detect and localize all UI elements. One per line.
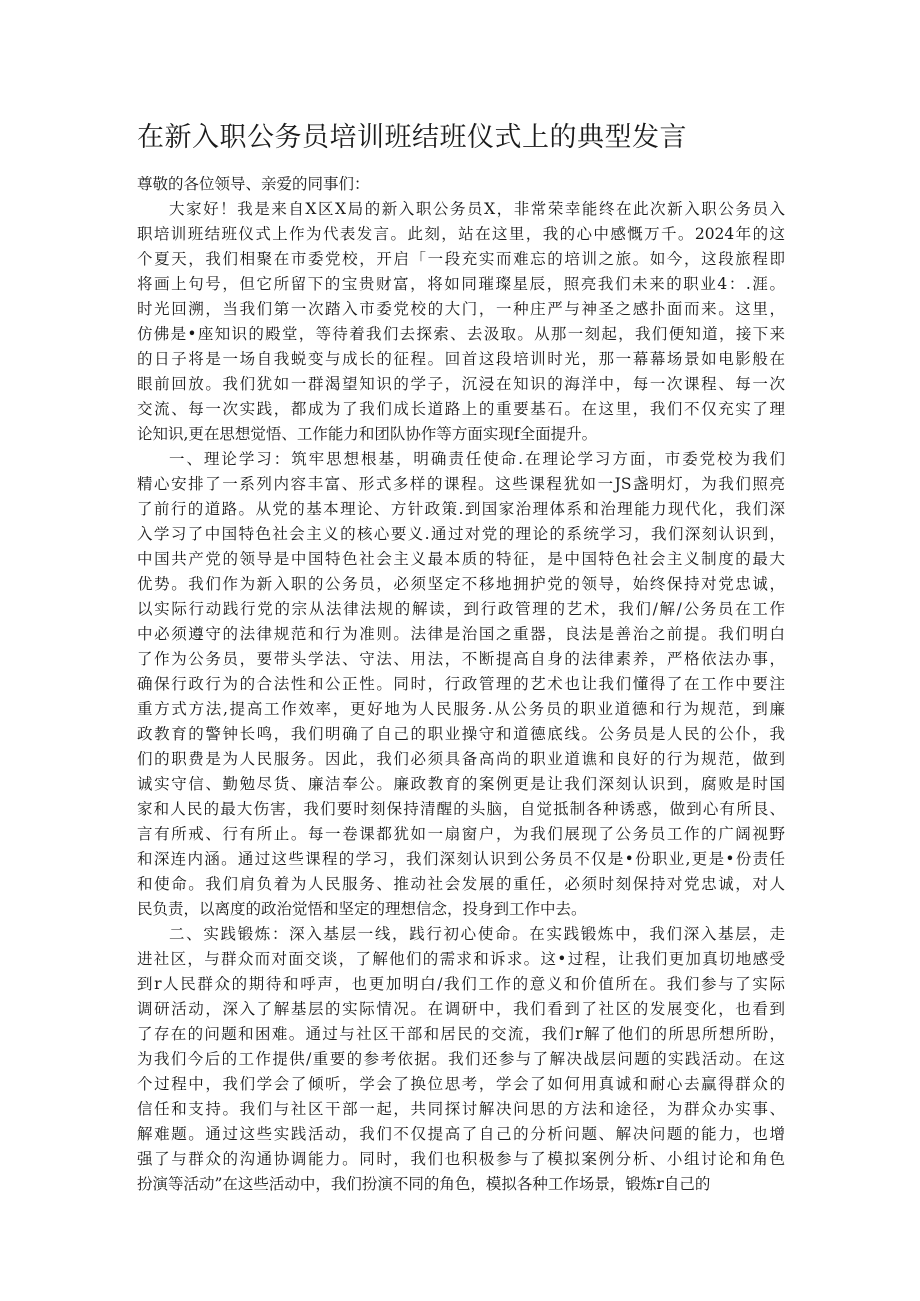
paragraph-line: 和深连内涵。通过这些课程的学习，我们深刻认识到公务员不仅是•份职业,更是•份责任 — [137, 850, 785, 868]
paragraph-line: 们的职费是为人民服务。因此，我们必须具备高尚的职业道谯和良好的行为规范，做到 — [137, 750, 785, 768]
paragraph-line: 仿佛是•座知识的殿堂，等待着我们去探索、去汲取。从那一刻起，我们便知道，接下来 — [137, 325, 785, 343]
paragraph-line: 和使命。我们肩负着为人民服务、推动社会发展的重任，必须时刻保持对党忠诚，对人 — [137, 875, 785, 893]
paragraph-line: 到r人民群众的期待和呼声，也更加明白/我们工作的意义和价值所在。我们参与了实际 — [137, 975, 785, 993]
paragraph-line: 为我们今后的工作提供/重要的参考依据。我们还参与了解决战层问题的实践活动。在这 — [137, 1050, 785, 1068]
paragraph-line: 调研活动，深入了解基层的实际情况。在调研中，我们看到了社区的发展变化，也看到 — [137, 1000, 785, 1018]
paragraph-line: 政教育的警钟长鸣，我们明确了自己的职业操守和道德底线。公务员是人民的公仆，我 — [137, 725, 785, 743]
paragraph-line: 的日子将是一场自我蜕变与成长的征程。回首这段培训时光，那一幕幕场景如电影般在 — [137, 350, 785, 368]
document-body — [137, 172, 785, 1197]
paragraph-line: 信任和支持。我们与社区干部一起，共同探讨解决问思的方法和途径，为群众办实事、 — [137, 1100, 785, 1118]
paragraph-line: 中国共产党的领导是中国特色社会主义最本质的特征，是中国特色社会主义制度的最大 — [137, 550, 785, 568]
paragraph-line: 民负责，以离度的政治觉悟和坚定的理想信念，投身到工作中去。 — [137, 900, 587, 918]
paragraph-line: 中必须遵守的法律规范和行为准则。法律是治国之重器，良法是善治之前提。我们明白 — [137, 625, 785, 643]
paragraph-line: 诚实守信、勤勉尽货、廉洁奉公。廉政教育的案例更是让我们深刻认识到，腐败是时国 — [137, 775, 785, 793]
document-title: 在新入职公务员培训班结班仪式上的典型发言 — [137, 122, 687, 153]
paragraph-line: 大家好！我是来自X区X局的新入职公务员X，非常荣幸能终在此次新入职公务员入 — [169, 200, 785, 218]
paragraph-line: 精心安排了一系列内容丰富、形式多样的课程。这些课程犹如一JS盏明灯，为我们照亮 — [137, 475, 785, 493]
paragraph-line: 二、实践锻炼：深入基层一线，践行初心使命。在实践锻炼中，我们深入基层，走 — [169, 925, 785, 943]
paragraph-line: 以实际行动践行党的宗从法律法规的解读，到行政管理的艺术，我们/解/公务员在工作 — [137, 600, 785, 618]
paragraph-line: 了前行的道路。从党的基本理论、方针政策.到国家治理体系和治理能力现代化，我们深 — [137, 500, 785, 518]
paragraph-line: 优势。我们作为新入职的公务员，必须坚定不移地拥护党的领导，始终保持对党忠诚， — [137, 575, 785, 593]
paragraph-line: 个夏天，我们相聚在市委党校，开启「一段充实而难忘的培训之旅。如今，这段旅程即 — [137, 250, 785, 268]
paragraph-line: 重方式方法,提高工作效率，更好地为人民服务.从公务员的职业道德和行为规范，到廉 — [137, 700, 785, 718]
salutation: 尊敬的各位领导、亲爱的同事们： — [137, 175, 370, 193]
paragraph-line: 将画上句号，但它所留下的宝贵财富，将如同璀璨星辰，照亮我们未来的职业4：.涯。 — [137, 275, 785, 293]
paragraph-line: 入学习了中国特色社会主义的核心要义.通过对党的理论的系统学习，我们深刻认识到， — [137, 525, 785, 543]
paragraph-line: 交流、每一次实践，都成为了我们成长道路上的重要基石。在这里，我们不仅充实了理 — [137, 400, 785, 418]
paragraph-line: 职培训班结班仪式上作为代表发言。此刻，站在这里，我的心中感慨万千。2024年的这 — [137, 225, 785, 243]
paragraph-line: 了存在的问题和困难。通过与社区干部和居民的交流，我们r解了他们的所思所想所盼， — [137, 1025, 785, 1043]
paragraph-line: 论知识,更在思想觉悟、工作能力和团队协作等方面实现f全面提升。 — [137, 425, 598, 443]
paragraph-line: 了作为公务员，要带头学法、守法、用法，不断提高自身的法律素养，严格依法办事， — [137, 650, 785, 668]
paragraph-line: 扮演等活动”在这些活动中，我们扮演不同的角色，模拟各种工作场景，锻炼r自己的 — [137, 1175, 711, 1193]
paragraph-line: 解难题。通过这些实践活动，我们不仅提高了自己的分析问题、解决问题的能力，也增 — [137, 1125, 785, 1143]
paragraph-line: 进社区，与群众而对面交谈，了解他们的需求和诉求。这•过程，让我们更加真切地感受 — [137, 950, 785, 968]
paragraph-line: 时光回溯，当我们第一次踏入市委党校的大门，一种庄严与神圣之感扑面而来。这里， — [137, 300, 785, 318]
paragraph-line: 言有所戒、行有所止。每一卷课都犹如一扇窗户，为我们展现了公务员工作的广阔视野 — [137, 825, 785, 843]
paragraph-line: 确保行政行为的合法性和公正性。同时，行政管理的艺术也让我们懂得了在工作中要注 — [137, 675, 785, 693]
paragraph-line: 眼前回放。我们犹如一群渴望知识的学子，沉浸在知识的海洋中，每一次课程、每一次 — [137, 375, 785, 393]
paragraph-line: 一、理论学习：筑牢思想根基，明确责任使命.在理论学习方面，市委党校为我们 — [169, 450, 785, 468]
paragraph-line: 家和人民的最大伤害，我们要时刻保持清醒的头脑，自觉抵制各种诱惑，做到心有所艮、 — [137, 800, 785, 818]
paragraph-line: 个过程中，我们学会了倾听，学会了换位思考，学会了如何用真诚和耐心去赢得群众的 — [137, 1075, 785, 1093]
paragraph-line: 强了与群众的沟通协调能力。同时，我们也积极参与了模拟案例分析、小组讨论和角色 — [137, 1150, 785, 1168]
